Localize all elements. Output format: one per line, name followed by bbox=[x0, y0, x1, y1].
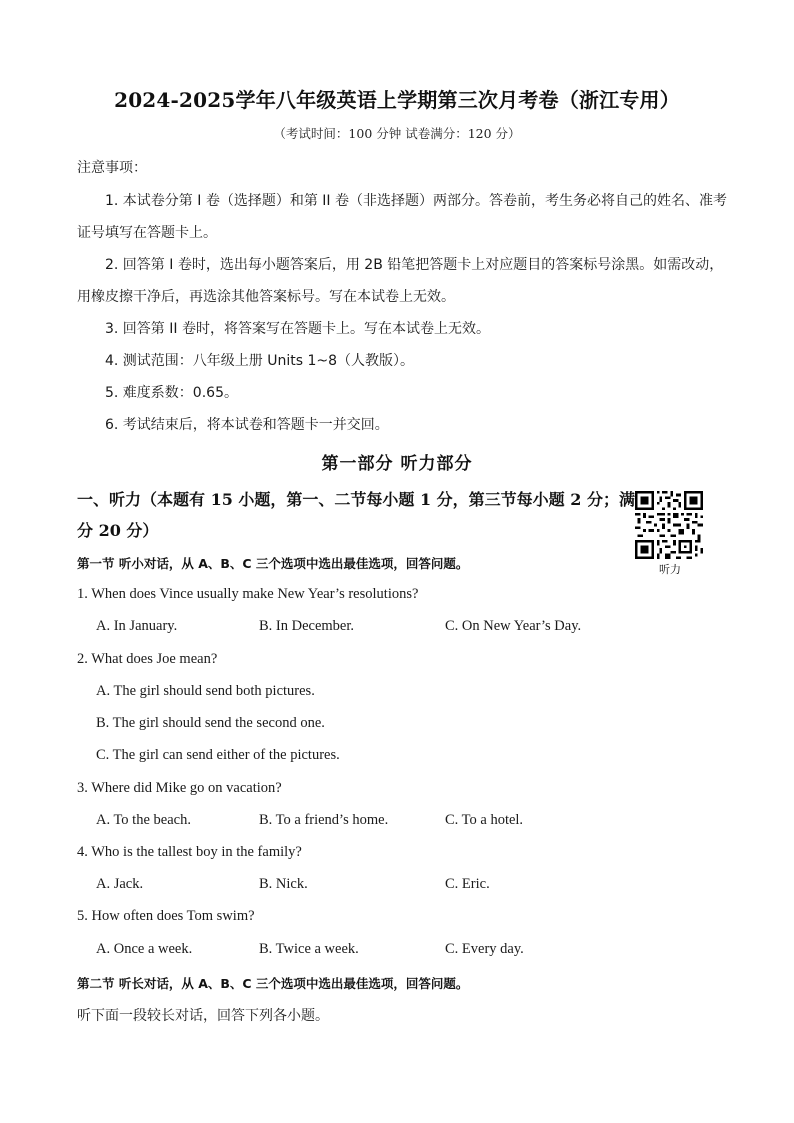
q4-option-b: B. Nick. bbox=[259, 876, 308, 892]
listening-heading: 一、听力（本题有 15 小题，第一、二节每小题 1 分，第三节每小题 2 分；满 bbox=[77, 490, 635, 509]
notice-item-4: 4. 测试范围：八年级上册 Units 1~8（人教版）。 bbox=[105, 353, 415, 369]
q1-option-a: A. In January. bbox=[96, 618, 178, 634]
question-4: 4. Who is the tallest boy in the family? bbox=[77, 844, 302, 860]
qr-code-icon[interactable] bbox=[635, 491, 703, 559]
listening-heading-cont: 分 20 分） bbox=[77, 521, 159, 540]
part-title: 第一部分 听力部分 bbox=[321, 454, 473, 474]
q1-option-c: C. On New Year’s Day. bbox=[445, 618, 582, 634]
q3-option-a: A. To the beach. bbox=[96, 812, 191, 828]
q4-option-a: A. Jack. bbox=[96, 876, 144, 892]
question-3: 3. Where did Mike go on vacation? bbox=[77, 780, 282, 796]
exam-info: （考试时间：100 分钟 试卷满分：120 分） bbox=[273, 126, 521, 141]
question-5: 5. How often does Tom swim? bbox=[77, 908, 255, 924]
notice-item-1-cont: 证号填写在答题卡上。 bbox=[77, 225, 217, 241]
q3-option-b: B. To a friend’s home. bbox=[259, 812, 389, 828]
qr-label: 听力 bbox=[659, 563, 681, 576]
section-2-heading: 第二节 听长对话，从 A、B、C 三个选项中选出最佳选项，回答问题。 bbox=[77, 976, 469, 991]
q2-option-c: C. The girl can send either of the pictures. bbox=[96, 747, 340, 763]
q4-option-c: C. Eric. bbox=[445, 876, 490, 892]
q5-option-a: A. Once a week. bbox=[96, 941, 193, 957]
q2-option-a: A. The girl should send both pictures. bbox=[96, 683, 315, 699]
section-1-heading: 第一节 听小对话，从 A、B、C 三个选项中选出最佳选项，回答问题。 bbox=[77, 556, 469, 571]
question-1: 1. When does Vince usually make New Year’s resolutions? bbox=[77, 586, 419, 602]
section-2-note: 听下面一段较长对话，回答下列各小题。 bbox=[77, 1008, 329, 1024]
notice-item-1: 1. 本试卷分第 I 卷（选择题）和第 II 卷（非选择题）两部分。答卷前，考生务必将自己的姓名、准考 bbox=[105, 193, 727, 209]
notice-item-2-cont: 用橡皮擦干净后，再选涂其他答案标号。写在本试卷上无效。 bbox=[77, 289, 455, 305]
q2-option-b: B. The girl should send the second one. bbox=[96, 715, 325, 731]
q5-option-c: C. Every day. bbox=[445, 941, 524, 957]
notice-heading: 注意事项： bbox=[77, 160, 147, 176]
notice-item-3: 3. 回答第 II 卷时，将答案写在答题卡上。写在本试卷上无效。 bbox=[105, 321, 490, 337]
notice-item-2: 2. 回答第 I 卷时，选出每小题答案后，用 2B 铅笔把答题卡上对应题目的答案标号涂黑。如需改动， bbox=[105, 257, 724, 273]
page-title: 2024-2025学年八年级英语上学期第三次月考卷（浙江专用） bbox=[114, 88, 680, 112]
q5-option-b: B. Twice a week. bbox=[259, 941, 359, 957]
q1-option-b: B. In December. bbox=[259, 618, 355, 634]
notice-item-6: 6. 考试结束后，将本试卷和答题卡一并交回。 bbox=[105, 417, 389, 433]
q3-option-c: C. To a hotel. bbox=[445, 812, 524, 828]
notice-item-5: 5. 难度系数：0.65。 bbox=[105, 385, 238, 401]
question-2: 2. What does Joe mean? bbox=[77, 651, 218, 667]
